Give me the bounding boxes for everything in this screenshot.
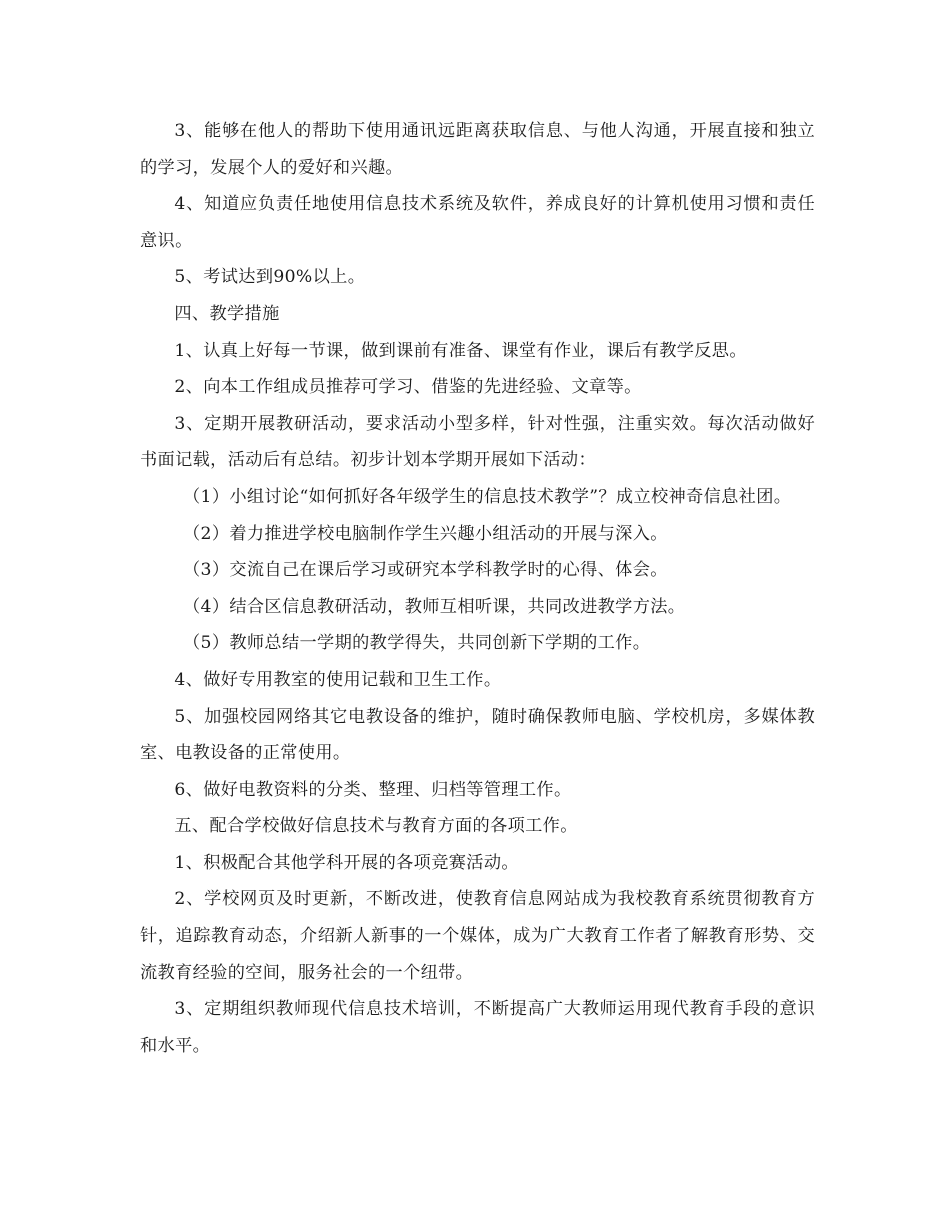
- paragraph-measure-6: 6、做好电教资料的分类、整理、归档等管理工作。: [174, 779, 572, 800]
- paragraph-measure-1: 1、认真上好每一节课，做到课前有准备、课堂有作业，课后有教学反思。: [174, 340, 747, 361]
- document-body: [140, 113, 815, 1064]
- paragraph-activity-5: （5）教师总结一学期的教学得失，共同创新下学期的工作。: [183, 633, 651, 654]
- paragraph-activity-1: （1）小组讨论“如何抓好各年级学生的信息技术教学”？成立校神奇信息社团。: [183, 486, 792, 507]
- paragraph-activity-4: （4）结合区信息教研活动，教师互相听课，共同改进教学方法。: [183, 596, 686, 617]
- paragraph-measure-4: 4、做好专用教室的使用记载和卫生工作。: [174, 669, 502, 690]
- section-heading-cooperation: 五、配合学校做好信息技术与教育方面的各项工作。: [174, 816, 578, 837]
- paragraph-cooperation-3: 3、定期组织教师现代信息技术培训，不断提高广大教师运用现代教育手段的意识和水平。: [140, 999, 815, 1056]
- paragraph-goal-4: 4、知道应负责任地使用信息技术系统及软件，养成良好的计算机使用习惯和责任意识。: [140, 194, 815, 251]
- paragraph-activity-3: （3）交流自己在课后学习或研究本学科教学时的心得、体会。: [183, 560, 668, 581]
- paragraph-goal-5: 5、考试达到90%以上。: [174, 267, 366, 288]
- paragraph-goal-3: 3、能够在他人的帮助下使用通讯远距离获取信息、与他人沟通，开展直接和独立的学习，发展个人的爱好和兴趣。: [140, 121, 815, 178]
- paragraph-measure-2: 2、向本工作组成员推荐可学习、借鉴的先进经验、文章等。: [174, 377, 642, 398]
- paragraph-measure-3: 3、定期开展教研活动，要求活动小型多样，针对性强，注重实效。每次活动做好书面记载，活动后有总结。初步计划本学期开展如下活动：: [140, 413, 815, 471]
- section-heading-measures: 四、教学措施: [174, 303, 280, 324]
- paragraph-cooperation-2: 2、学校网页及时更新，不断改进，使教育信息网站成为我校教育系统贯彻教育方针，追踪教育动态，介绍新人新事的一个媒体，成为广大教育工作者了解教育形势、交流教育经验的空间，服务社会的一个纽带。: [140, 889, 815, 983]
- paragraph-measure-5: 5、加强校园网络其它电教设备的维护，随时确保教师电脑、学校机房，多媒体教室、电教设备的正常使用。: [140, 706, 815, 764]
- paragraph-cooperation-1: 1、积极配合其他学科开展的各项竞赛活动。: [174, 852, 519, 873]
- paragraph-activity-2: （2）着力推进学校电脑制作学生兴趣小组活动的开展与深入。: [183, 523, 668, 544]
